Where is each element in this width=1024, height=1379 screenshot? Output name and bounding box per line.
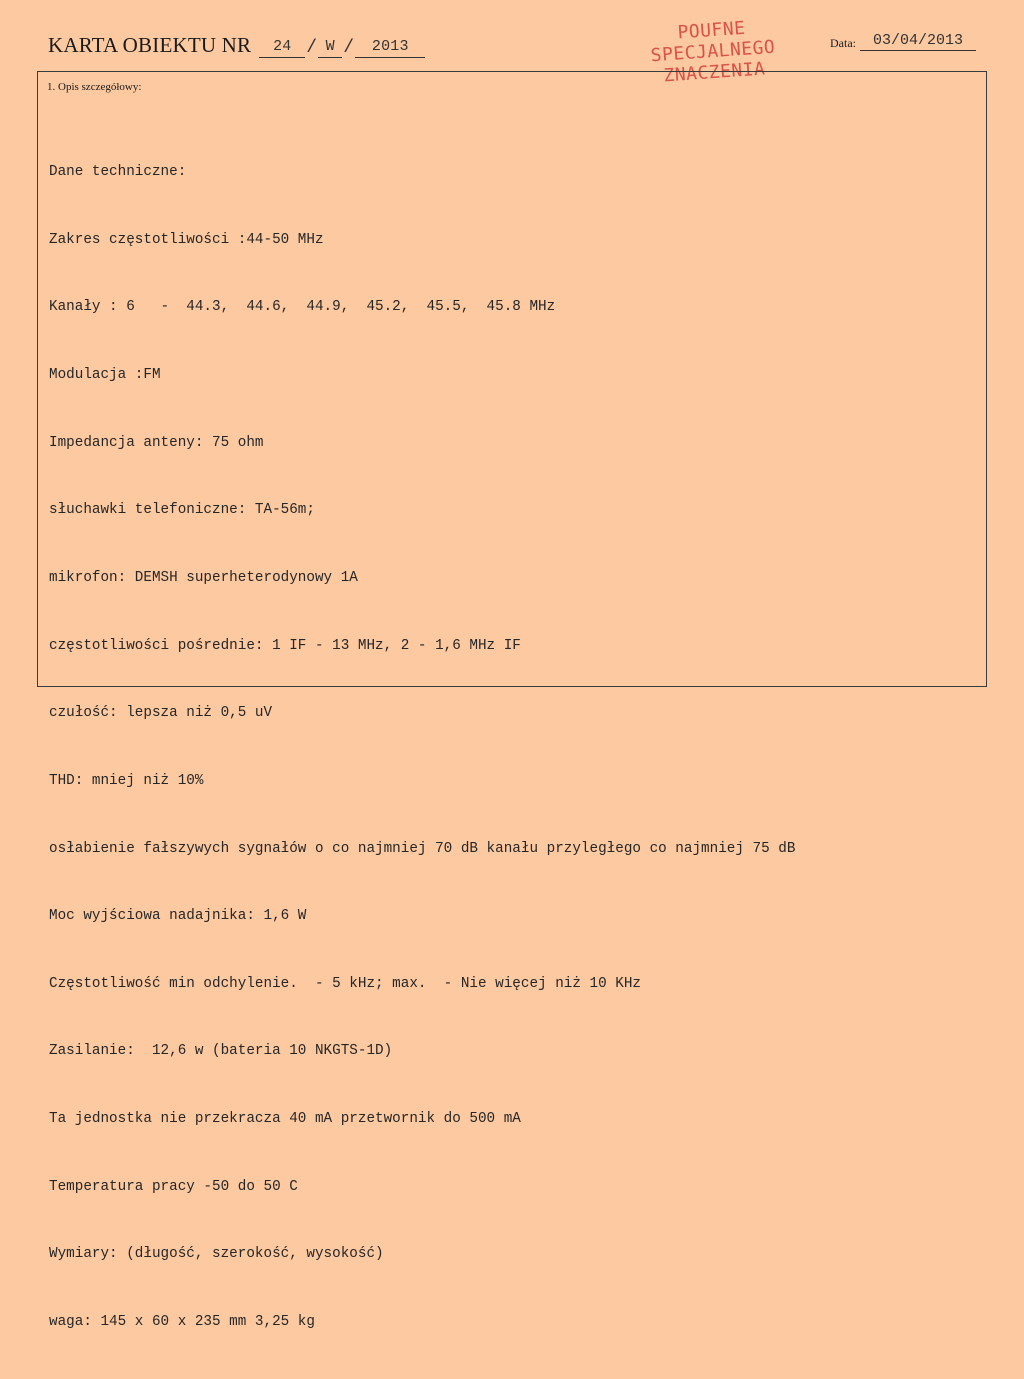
date-label: Data: bbox=[830, 36, 856, 50]
text-line: częstotliwości pośrednie: 1 IF - 13 MHz, 2 - 1,6 MHz IF bbox=[49, 637, 521, 654]
text-line: Modulacja :FM bbox=[49, 367, 161, 384]
text-line: Impedancja anteny: 75 ohm bbox=[49, 434, 264, 451]
text-line: waga: 145 x 60 x 235 mm 3,25 kg bbox=[49, 1313, 315, 1330]
text-line: słuchawki telefoniczne: TA-56m; bbox=[49, 502, 315, 519]
text-line: Zasilanie: 12,6 w (bateria 10 NKGTS-1D) bbox=[49, 1043, 393, 1060]
object-number-field-3: 2013 bbox=[355, 37, 425, 58]
stamp-line-3: ZNACZENIA bbox=[662, 58, 767, 87]
text-line: czułość: lepsza niż 0,5 uV bbox=[49, 705, 273, 722]
text-line: Wymiary: (długość, szerokość, wysokość) bbox=[49, 1246, 384, 1263]
details-card bbox=[37, 71, 987, 1330]
document-title bbox=[48, 33, 425, 58]
section-label: 1. Opis szczegółowy: bbox=[47, 81, 142, 93]
date-block bbox=[830, 32, 976, 51]
text-line: Moc wyjściowa nadajnika: 1,6 W bbox=[49, 908, 307, 925]
text-line: Częstotliwość min odchylenie. - 5 kHz; max. - Nie więcej niż 10 KHz bbox=[49, 975, 641, 992]
text-line: Dane techniczne: bbox=[49, 164, 187, 181]
slash-separator: / bbox=[343, 38, 355, 58]
text-line: THD: mniej niż 10% bbox=[49, 772, 204, 789]
text-line: Kanały : 6 - 44.3, 44.6, 44.9, 45.2, 45.5, 45.8 MHz bbox=[49, 299, 556, 316]
title-label: KARTA OBIEKTU NR bbox=[48, 33, 252, 57]
slash-separator: / bbox=[306, 38, 318, 58]
date-field: 03/04/2013 bbox=[860, 32, 976, 51]
stamp-line-1: POUFNE bbox=[676, 17, 747, 44]
object-number-field-2: W bbox=[318, 37, 342, 58]
technical-spec-text bbox=[49, 116, 795, 1379]
text-line: osłabienie fałszywych sygnałów o co najmniej 70 dB kanału przyległego co najmniej 75 dB bbox=[49, 840, 796, 857]
text-line: Zakres częstotliwości :44-50 MHz bbox=[49, 231, 324, 248]
text-line: Ta jednostka nie przekracza 40 mA przetwornik do 500 mA bbox=[49, 1111, 521, 1128]
text-line: Temperatura pracy -50 do 50 C bbox=[49, 1178, 298, 1195]
text-line: mikrofon: DEMSH superheterodynowy 1A bbox=[49, 569, 358, 586]
object-number-field-1: 24 bbox=[259, 37, 305, 58]
stamp-line-2: SPECJALNEGO bbox=[650, 36, 776, 67]
